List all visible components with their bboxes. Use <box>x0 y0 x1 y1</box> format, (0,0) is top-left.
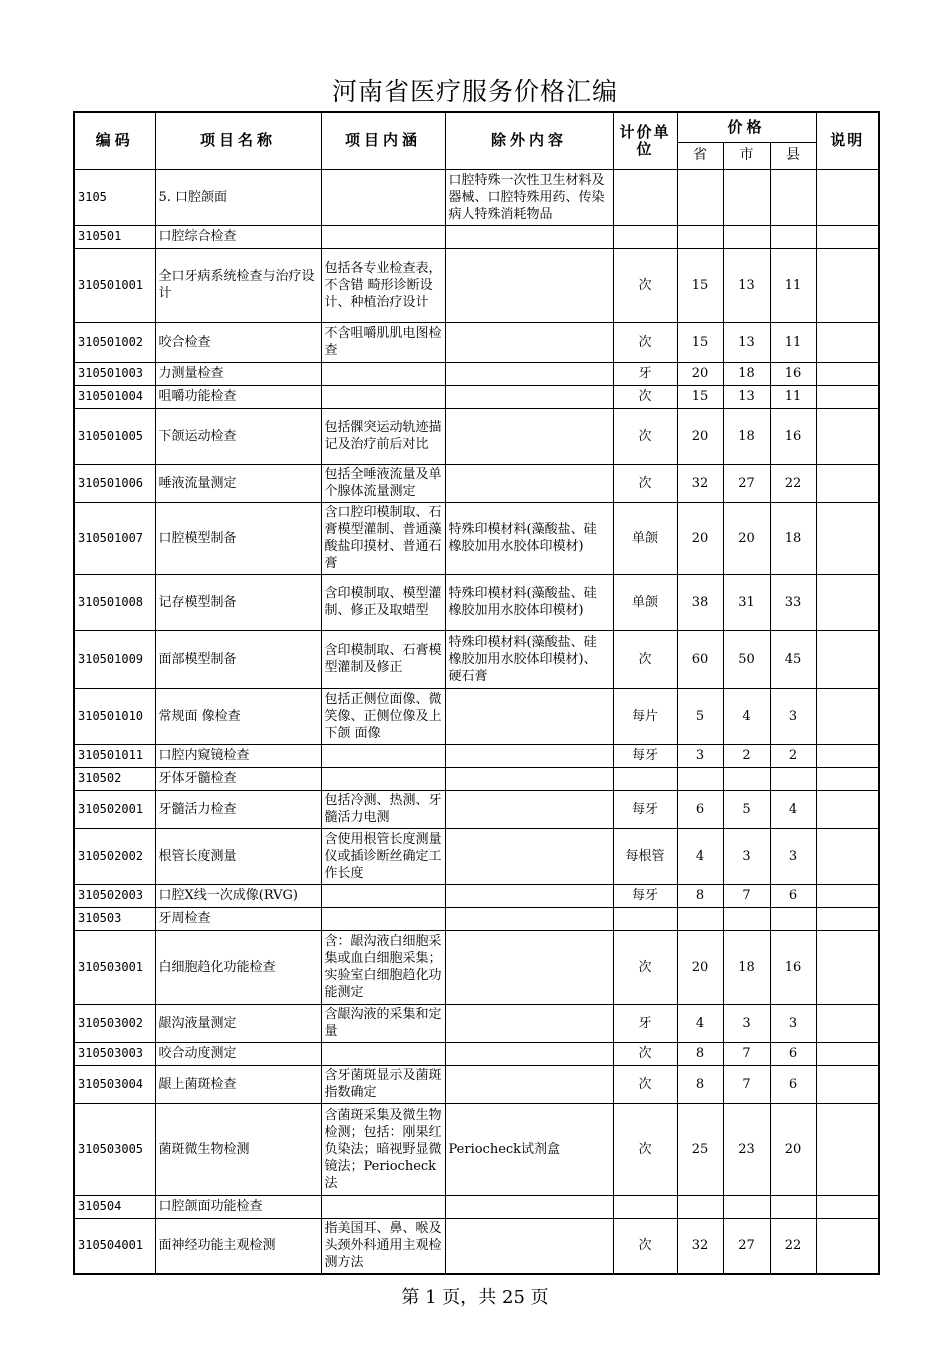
header-content: 项目内涵 <box>321 112 445 169</box>
table-row <box>74 502 879 574</box>
cell-unit: 次 <box>613 1103 677 1195</box>
cell-except <box>445 930 613 1004</box>
cell-content: 含牙菌斑显示及菌斑指数确定 <box>321 1065 445 1103</box>
cell-price-city <box>723 225 770 248</box>
table-row <box>74 1103 879 1195</box>
cell-note <box>816 248 879 322</box>
cell-price-county: 11 <box>770 385 816 408</box>
cell-unit: 次 <box>613 464 677 502</box>
cell-note <box>816 408 879 464</box>
cell-price-city: 18 <box>723 930 770 1004</box>
cell-content <box>321 225 445 248</box>
cell-price-county: 16 <box>770 408 816 464</box>
cell-unit: 每片 <box>613 688 677 744</box>
cell-price-city: 27 <box>723 1218 770 1274</box>
cell-code: 310501 <box>74 225 155 248</box>
cell-name: 咬合动度测定 <box>155 1042 321 1065</box>
cell-code: 310503004 <box>74 1065 155 1103</box>
cell-code: 310502002 <box>74 828 155 884</box>
cell-note <box>816 225 879 248</box>
cell-code: 310503002 <box>74 1004 155 1042</box>
cell-note <box>816 464 879 502</box>
table-row <box>74 884 879 907</box>
cell-price-county: 16 <box>770 362 816 385</box>
cell-note <box>816 322 879 362</box>
cell-name: 力测量检查 <box>155 362 321 385</box>
cell-note <box>816 1218 879 1274</box>
cell-except <box>445 828 613 884</box>
cell-note <box>816 1065 879 1103</box>
cell-price-city <box>723 767 770 790</box>
cell-note <box>816 790 879 828</box>
cell-note <box>816 884 879 907</box>
table-row <box>74 1065 879 1103</box>
header-unit: 计价单位 <box>613 112 677 169</box>
table-row <box>74 688 879 744</box>
cell-name: 常规面 像检查 <box>155 688 321 744</box>
cell-price-city: 13 <box>723 322 770 362</box>
cell-price-province: 3 <box>677 744 723 767</box>
cell-price-city <box>723 169 770 225</box>
cell-unit: 次 <box>613 248 677 322</box>
cell-note <box>816 688 879 744</box>
cell-except <box>445 1004 613 1042</box>
cell-code: 310501008 <box>74 574 155 630</box>
cell-code: 310503 <box>74 907 155 930</box>
cell-price-province: 60 <box>677 630 723 688</box>
cell-unit <box>613 225 677 248</box>
cell-unit: 单颌 <box>613 574 677 630</box>
cell-except <box>445 790 613 828</box>
cell-name: 龈沟液量测定 <box>155 1004 321 1042</box>
cell-unit: 次 <box>613 1065 677 1103</box>
cell-price-county: 11 <box>770 248 816 322</box>
table-row <box>74 744 879 767</box>
price-table <box>73 111 880 1275</box>
cell-content: 含龈沟液的采集和定量 <box>321 1004 445 1042</box>
cell-except: 特殊印模材料(藻酸盐、硅橡胶加用水胶体印模材)、硬石膏 <box>445 630 613 688</box>
cell-content: 含印模制取、石膏模型灌制及修正 <box>321 630 445 688</box>
cell-name: 口腔模型制备 <box>155 502 321 574</box>
cell-name: 白细胞趋化功能检查 <box>155 930 321 1004</box>
cell-code: 310504 <box>74 1195 155 1218</box>
cell-price-province: 8 <box>677 1065 723 1103</box>
cell-price-province: 20 <box>677 362 723 385</box>
cell-price-province: 8 <box>677 1042 723 1065</box>
cell-name: 口腔X线一次成像(RVG) <box>155 884 321 907</box>
table-row <box>74 630 879 688</box>
cell-price-city <box>723 907 770 930</box>
cell-price-county: 33 <box>770 574 816 630</box>
cell-code: 310502003 <box>74 884 155 907</box>
cell-unit: 每牙 <box>613 884 677 907</box>
cell-price-province: 8 <box>677 884 723 907</box>
cell-code: 310501005 <box>74 408 155 464</box>
cell-price-city: 27 <box>723 464 770 502</box>
cell-price-province: 20 <box>677 930 723 1004</box>
cell-price-province <box>677 225 723 248</box>
cell-except <box>445 884 613 907</box>
cell-unit: 牙 <box>613 362 677 385</box>
table-row <box>74 1195 879 1218</box>
cell-note <box>816 630 879 688</box>
cell-name: 菌斑微生物检测 <box>155 1103 321 1195</box>
cell-note <box>816 502 879 574</box>
cell-except <box>445 688 613 744</box>
cell-note <box>816 362 879 385</box>
cell-price-province: 32 <box>677 464 723 502</box>
cell-unit: 次 <box>613 630 677 688</box>
cell-except <box>445 408 613 464</box>
cell-name: 记存模型制备 <box>155 574 321 630</box>
header-code: 编码 <box>74 112 155 169</box>
table-row <box>74 225 879 248</box>
cell-content <box>321 169 445 225</box>
cell-price-city: 23 <box>723 1103 770 1195</box>
cell-price-city: 7 <box>723 1042 770 1065</box>
cell-note <box>816 169 879 225</box>
cell-price-city: 13 <box>723 385 770 408</box>
cell-price-county: 11 <box>770 322 816 362</box>
cell-except <box>445 464 613 502</box>
cell-code: 310503003 <box>74 1042 155 1065</box>
cell-code: 310501010 <box>74 688 155 744</box>
cell-price-county: 3 <box>770 688 816 744</box>
table-row <box>74 322 879 362</box>
cell-price-city: 2 <box>723 744 770 767</box>
cell-code: 310503001 <box>74 930 155 1004</box>
cell-note <box>816 767 879 790</box>
cell-price-county: 22 <box>770 1218 816 1274</box>
cell-price-province <box>677 169 723 225</box>
cell-content: 含使用根管长度测量仪或插诊断丝确定工作长度 <box>321 828 445 884</box>
cell-except: 特殊印模材料(藻酸盐、硅橡胶加用水胶体印模材) <box>445 574 613 630</box>
cell-name: 口腔颌面功能检查 <box>155 1195 321 1218</box>
cell-except <box>445 1218 613 1274</box>
cell-name: 全口牙病系统检查与治疗设计 <box>155 248 321 322</box>
cell-price-province: 20 <box>677 502 723 574</box>
cell-price-province: 25 <box>677 1103 723 1195</box>
cell-price-province: 15 <box>677 248 723 322</box>
cell-note <box>816 828 879 884</box>
cell-price-city: 7 <box>723 1065 770 1103</box>
cell-price-county: 6 <box>770 884 816 907</box>
cell-unit: 次 <box>613 385 677 408</box>
cell-unit: 次 <box>613 1218 677 1274</box>
cell-except <box>445 1195 613 1218</box>
cell-except <box>445 225 613 248</box>
cell-price-city: 18 <box>723 408 770 464</box>
cell-price-county: 6 <box>770 1042 816 1065</box>
cell-except <box>445 385 613 408</box>
cell-price-city: 20 <box>723 502 770 574</box>
cell-price-province <box>677 767 723 790</box>
cell-name: 牙周检查 <box>155 907 321 930</box>
cell-price-city: 7 <box>723 884 770 907</box>
cell-name: 咀嚼功能检查 <box>155 385 321 408</box>
cell-content <box>321 767 445 790</box>
header-note: 说明 <box>816 112 879 169</box>
cell-name: 牙体牙髓检查 <box>155 767 321 790</box>
cell-unit: 每牙 <box>613 744 677 767</box>
cell-price-city: 31 <box>723 574 770 630</box>
cell-name: 根管长度测量 <box>155 828 321 884</box>
cell-price-city: 13 <box>723 248 770 322</box>
cell-name: 5. 口腔颌面 <box>155 169 321 225</box>
table-row <box>74 574 879 630</box>
cell-code: 310501003 <box>74 362 155 385</box>
cell-except <box>445 1042 613 1065</box>
cell-name: 咬合检查 <box>155 322 321 362</box>
cell-content <box>321 1195 445 1218</box>
cell-unit: 每牙 <box>613 790 677 828</box>
cell-price-county <box>770 907 816 930</box>
cell-price-county: 22 <box>770 464 816 502</box>
table-row <box>74 907 879 930</box>
cell-price-province: 15 <box>677 322 723 362</box>
table-row <box>74 930 879 1004</box>
cell-price-county: 3 <box>770 828 816 884</box>
cell-unit: 每根管 <box>613 828 677 884</box>
cell-price-city: 18 <box>723 362 770 385</box>
cell-unit: 次 <box>613 322 677 362</box>
table-row <box>74 408 879 464</box>
cell-content: 包括正侧位面像、微笑像、正侧位像及上下颌 面像 <box>321 688 445 744</box>
header-city: 市 <box>723 142 770 169</box>
cell-name: 面部模型制备 <box>155 630 321 688</box>
cell-content <box>321 385 445 408</box>
cell-price-county: 3 <box>770 1004 816 1042</box>
cell-unit: 次 <box>613 1042 677 1065</box>
cell-unit <box>613 767 677 790</box>
cell-content: 包括各专业检查表，不含错 畸形诊断设计、种植治疗设计 <box>321 248 445 322</box>
table-row <box>74 828 879 884</box>
cell-note <box>816 1042 879 1065</box>
cell-name: 面神经功能主观检测 <box>155 1218 321 1274</box>
cell-unit: 单颌 <box>613 502 677 574</box>
table-row <box>74 1004 879 1042</box>
cell-note <box>816 574 879 630</box>
cell-name: 龈上菌斑检查 <box>155 1065 321 1103</box>
cell-content: 包括全唾液流量及单个腺体流量测定 <box>321 464 445 502</box>
cell-code: 310503005 <box>74 1103 155 1195</box>
cell-price-city <box>723 1195 770 1218</box>
cell-name: 口腔内窥镜检查 <box>155 744 321 767</box>
cell-price-province: 38 <box>677 574 723 630</box>
cell-name: 牙髓活力检查 <box>155 790 321 828</box>
table-row <box>74 1218 879 1274</box>
cell-price-province: 6 <box>677 790 723 828</box>
table-row <box>74 1042 879 1065</box>
page-footer: 第 1 页，共 25 页 <box>401 1287 549 1308</box>
table-row <box>74 767 879 790</box>
table-row <box>74 169 879 225</box>
cell-unit: 次 <box>613 930 677 1004</box>
table-row <box>74 464 879 502</box>
table-row <box>74 385 879 408</box>
cell-unit: 次 <box>613 408 677 464</box>
cell-except <box>445 322 613 362</box>
cell-except <box>445 767 613 790</box>
cell-note <box>816 1195 879 1218</box>
cell-price-county <box>770 169 816 225</box>
cell-content: 含口腔印模制取、石膏模型灌制、普通藻酸盐印摸材、普通石膏 <box>321 502 445 574</box>
cell-code: 310502001 <box>74 790 155 828</box>
cell-price-county: 4 <box>770 790 816 828</box>
cell-price-province: 20 <box>677 408 723 464</box>
cell-price-county: 20 <box>770 1103 816 1195</box>
cell-note <box>816 1103 879 1195</box>
cell-code: 310504001 <box>74 1218 155 1274</box>
cell-content <box>321 884 445 907</box>
cell-price-province: 5 <box>677 688 723 744</box>
cell-content: 含：龈沟液白细胞采集或血白细胞采集；实验室白细胞趋化功能测定 <box>321 930 445 1004</box>
page-title: 河南省医疗服务价格汇编 <box>331 77 618 106</box>
cell-price-city: 4 <box>723 688 770 744</box>
cell-unit <box>613 907 677 930</box>
cell-note <box>816 1004 879 1042</box>
cell-content <box>321 907 445 930</box>
cell-price-county <box>770 225 816 248</box>
cell-price-county: 45 <box>770 630 816 688</box>
cell-unit <box>613 1195 677 1218</box>
cell-price-province <box>677 907 723 930</box>
cell-unit <box>613 169 677 225</box>
cell-price-province <box>677 1195 723 1218</box>
cell-code: 310501001 <box>74 248 155 322</box>
table-row <box>74 248 879 322</box>
cell-code: 310501006 <box>74 464 155 502</box>
cell-note <box>816 744 879 767</box>
cell-content: 不含咀嚼肌肌电图检查 <box>321 322 445 362</box>
header-county: 县 <box>770 142 816 169</box>
cell-code: 310501002 <box>74 322 155 362</box>
cell-content: 包括冷测、热测、牙髓活力电测 <box>321 790 445 828</box>
cell-except: Periocheck试剂盒 <box>445 1103 613 1195</box>
cell-content <box>321 1042 445 1065</box>
cell-code: 3105 <box>74 169 155 225</box>
cell-note <box>816 930 879 1004</box>
cell-except <box>445 248 613 322</box>
cell-except: 特殊印模材料(藻酸盐、硅橡胶加用水胶体印模材) <box>445 502 613 574</box>
cell-content: 指美国耳、鼻、喉及头颈外科通用主观检测方法 <box>321 1218 445 1274</box>
cell-content <box>321 362 445 385</box>
cell-code: 310501007 <box>74 502 155 574</box>
cell-price-county <box>770 1195 816 1218</box>
cell-except <box>445 907 613 930</box>
cell-code: 310502 <box>74 767 155 790</box>
cell-except <box>445 744 613 767</box>
cell-content: 含菌斑采集及微生物检测；包括：刚果红负染法；暗视野显微镜法；Periocheck法 <box>321 1103 445 1195</box>
cell-name: 下颌运动检查 <box>155 408 321 464</box>
cell-unit: 牙 <box>613 1004 677 1042</box>
cell-price-county: 18 <box>770 502 816 574</box>
cell-content: 含印模制取、模型灌制、修正及取蜡型 <box>321 574 445 630</box>
header-price: 价格 <box>677 112 816 142</box>
header-name: 项目名称 <box>155 112 321 169</box>
cell-price-county: 6 <box>770 1065 816 1103</box>
cell-except <box>445 1065 613 1103</box>
cell-code: 310501004 <box>74 385 155 408</box>
cell-price-province: 4 <box>677 828 723 884</box>
header-except: 除外内容 <box>445 112 613 169</box>
cell-price-province: 15 <box>677 385 723 408</box>
cell-price-province: 32 <box>677 1218 723 1274</box>
cell-note <box>816 385 879 408</box>
header-province: 省 <box>677 142 723 169</box>
cell-price-county: 2 <box>770 744 816 767</box>
cell-code: 310501011 <box>74 744 155 767</box>
cell-price-province: 4 <box>677 1004 723 1042</box>
cell-note <box>816 907 879 930</box>
cell-except: 口腔特殊一次性卫生材料及器械、口腔特殊用药、传染病人特殊消耗物品 <box>445 169 613 225</box>
cell-content: 包括髁突运动轨迹描记及治疗前后对比 <box>321 408 445 464</box>
cell-code: 310501009 <box>74 630 155 688</box>
cell-price-city: 50 <box>723 630 770 688</box>
cell-price-city: 3 <box>723 828 770 884</box>
cell-except <box>445 362 613 385</box>
cell-name: 唾液流量测定 <box>155 464 321 502</box>
cell-price-county: 16 <box>770 930 816 1004</box>
table-row <box>74 362 879 385</box>
table-row <box>74 790 879 828</box>
cell-price-city: 5 <box>723 790 770 828</box>
cell-name: 口腔综合检查 <box>155 225 321 248</box>
cell-content <box>321 744 445 767</box>
cell-price-city: 3 <box>723 1004 770 1042</box>
cell-price-county <box>770 767 816 790</box>
